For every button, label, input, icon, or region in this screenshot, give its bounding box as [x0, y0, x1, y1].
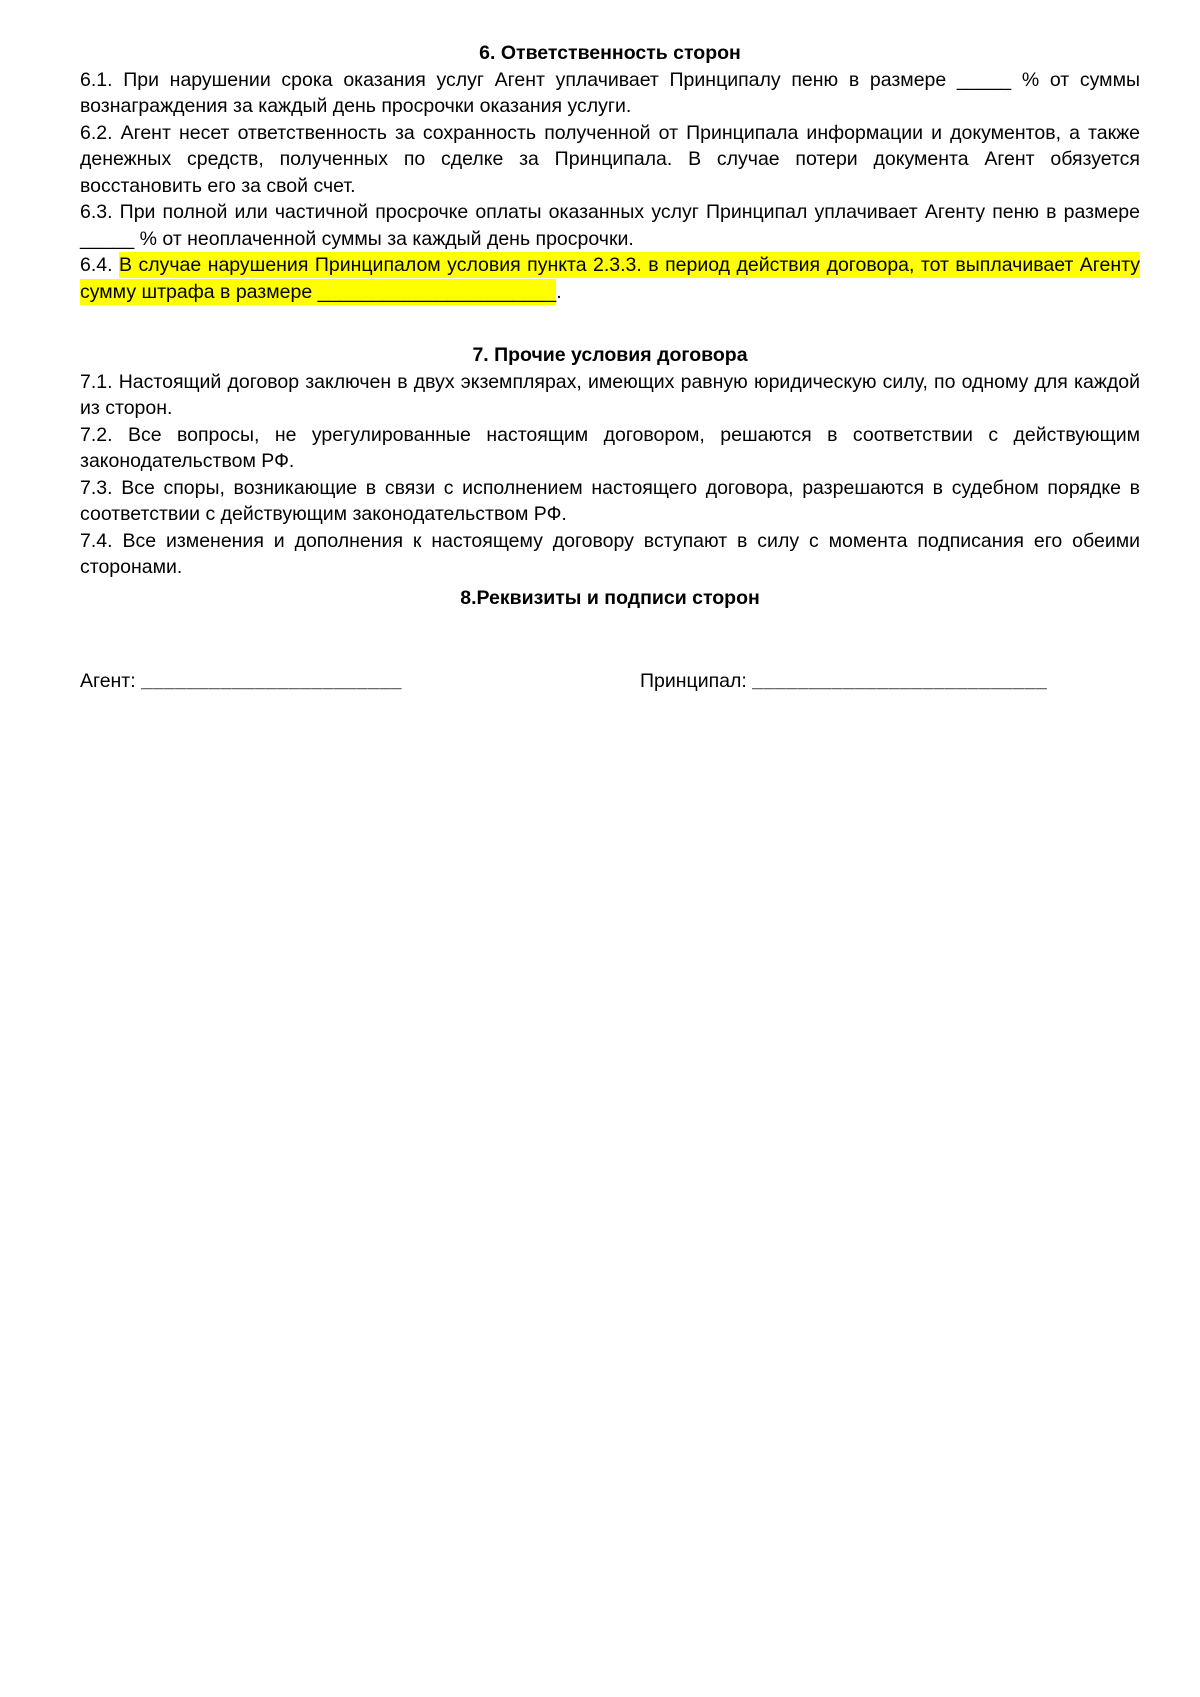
- section-8-heading: 8.Реквизиты и подписи сторон: [460, 586, 760, 609]
- clause-7-2: [80, 422, 1140, 475]
- clause-7-4-number: 7.4.: [80, 529, 113, 552]
- clause-7-3: [80, 475, 1140, 528]
- clause-7-3-number: 7.3.: [80, 476, 113, 499]
- clause-6-3: [80, 199, 1140, 252]
- signature-principal-blank-line: __________________________: [752, 670, 1048, 692]
- clause-7-1-text: Настоящий договор заключен в двух экземплярах, имеющих равную юридическую силу, по одному для каждой из сторон.: [80, 370, 1140, 419]
- clause-6-4-after-text: .: [556, 280, 562, 303]
- section-7-heading: 7. Прочие условия договора: [472, 344, 748, 366]
- clause-6-1-number: 6.1.: [80, 68, 113, 91]
- clause-6-1: [80, 67, 1140, 120]
- document-content: [0, 0, 1200, 695]
- signature-agent: [80, 668, 640, 695]
- clause-7-1-number: 7.1.: [80, 370, 113, 393]
- clause-6-4-number: 6.4.: [80, 254, 113, 276]
- clause-7-2-number: 7.2.: [80, 423, 113, 446]
- clause-6-2-text: Агент несет ответственность за сохранность полученной от Принципала информации и документов, а также денежных средств, полученных по сделке за Принципала. В случае потери документа Агент обязуется восстановить его за свой счет.: [80, 121, 1141, 197]
- clause-6-3-number: 6.3.: [80, 201, 113, 223]
- clause-6-4: [80, 252, 1140, 305]
- section-6-clauses: [80, 67, 1140, 306]
- clause-6-4-highlighted-text: В случае нарушения Принципалом условия пункта 2.3.3. в период действия договора, тот выплачивает Агенту сумму штрафа в размере ______________________: [80, 254, 1140, 303]
- clause-6-2-number: 6.2.: [80, 121, 113, 144]
- section-7-clauses: [80, 369, 1140, 581]
- signatures-row: [80, 668, 1140, 695]
- clause-7-4-text: Все изменения и дополнения к настоящему договору вступают в силу с момента подписания его обеими сторонами.: [80, 529, 1141, 578]
- clause-6-3-text: При полной или частичной просрочке оплаты оказанных услуг Принципал уплачивает Агенту пеню в размере _____ % от неоплаченной суммы за каждый день просрочки.: [80, 201, 1140, 250]
- clause-7-4: [80, 528, 1140, 581]
- clause-7-2-text: Все вопросы, не урегулированные настоящим договором, решаются в соответствии с действующим законодательством РФ.: [80, 423, 1140, 472]
- clause-6-2: [80, 120, 1140, 200]
- signature-principal: [640, 668, 1047, 695]
- clause-7-1: [80, 369, 1140, 422]
- section-6-heading: 6. Ответственность сторон: [479, 42, 741, 64]
- signature-principal-label: Принципал:: [640, 670, 747, 692]
- clause-6-1-text: При нарушении срока оказания услуг Агент уплачивает Принципалу пеню в размере _____ % от суммы вознаграждения за каждый день просрочки оказания услуги.: [80, 68, 1141, 117]
- clause-7-3-text: Все споры, возникающие в связи с исполнением настоящего договора, разрешаются в судебном порядке в соответствии с действующим законодательством РФ.: [80, 476, 1140, 525]
- signature-agent-blank-line: _______________________: [141, 670, 403, 692]
- signature-agent-label: Агент:: [80, 670, 136, 692]
